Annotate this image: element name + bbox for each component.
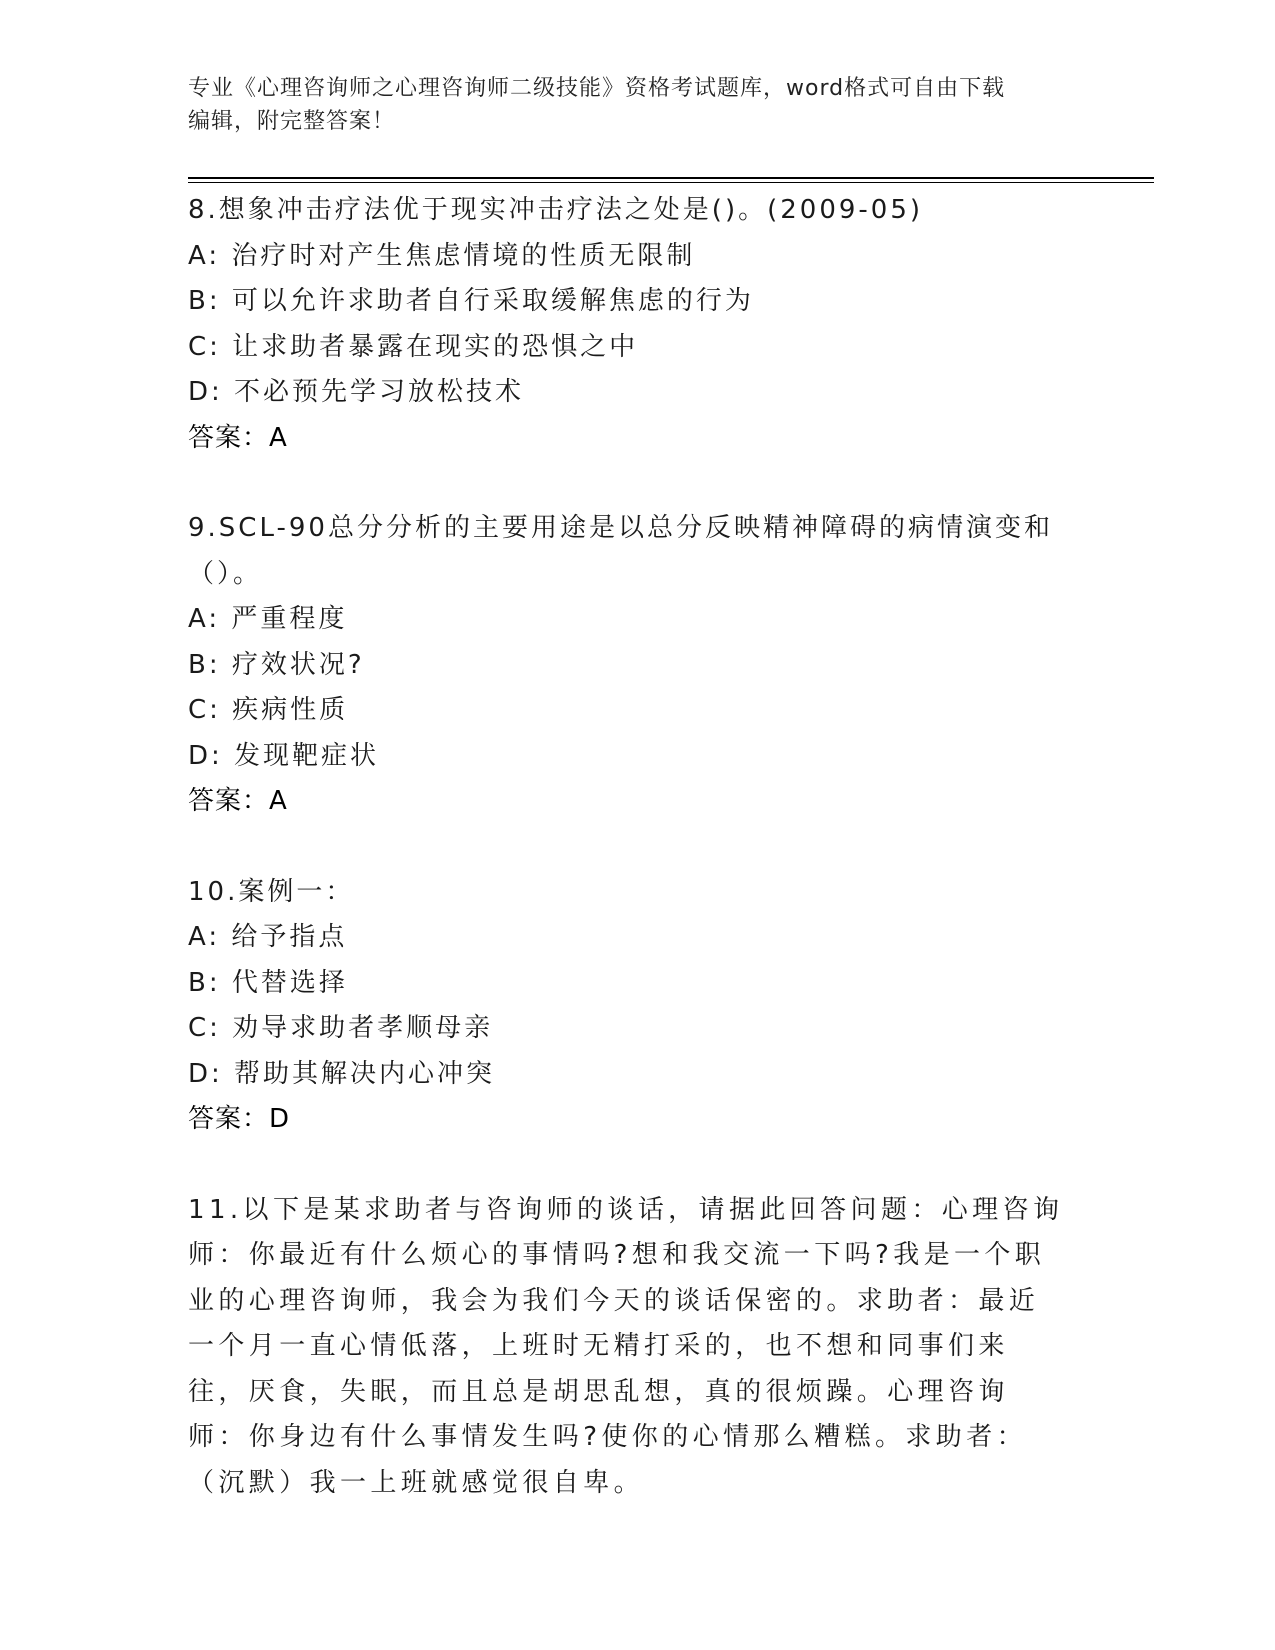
header-divider-thin	[188, 182, 1154, 183]
option-c: C: 劝导求助者孝顺母亲	[188, 1013, 494, 1043]
option-b: B: 疗效状况?	[188, 649, 365, 680]
answer-label: 答案：D	[188, 1104, 291, 1134]
question-stem: 9.SCL-90总分分析的主要用途是以总分反映精神障碍的病情演变和（）。	[188, 513, 1053, 589]
question-9	[188, 506, 1068, 825]
option-c: C: 让求助者暴露在现实的恐惧之中	[188, 331, 639, 362]
answer-label: 答案：A	[188, 786, 288, 816]
option-b: B: 代替选择	[188, 967, 348, 998]
option-a: A: 严重程度	[188, 604, 348, 634]
option-b: B: 可以允许求助者自行采取缓解焦虑的行为	[188, 286, 754, 316]
option-a: A: 治疗时对产生焦虑情境的性质无限制	[188, 240, 696, 271]
option-a: A: 给予指点	[188, 922, 348, 952]
header-line-2: 编辑，附完整答案！	[188, 109, 396, 134]
option-c: C: 疾病性质	[188, 695, 349, 725]
question-list	[188, 188, 1068, 1551]
header-divider-thick	[188, 177, 1154, 179]
option-d: D: 帮助其解决内心冲突	[188, 1058, 496, 1089]
question-10	[188, 870, 1068, 1143]
document-header	[188, 72, 1088, 138]
question-stem: 10.案例一：	[188, 876, 355, 907]
question-stem: 8.想象冲击疗法优于现实冲击疗法之处是()。(2009-05)	[188, 195, 924, 225]
answer-label: 答案：A	[188, 422, 288, 453]
question-stem: 11.以下是某求助者与咨询师的谈话，请据此回答问题：心理咨询师：你最近有什么烦心的事情吗?想和我交流一下吗?我是一个职业的心理咨询师，我会为我们今天的谈话保密的。求助者：最近一个月一直心情低落，上班时无精打采的，也不想和同事们来往，厌食，失眠，而且总是胡思乱想，真的很烦躁。心理咨询师：你身边有什么事情发生吗?使你的心情那么糟糕。求助者：（沉默）我一上班就感觉很自卑。	[188, 1194, 1064, 1498]
option-d: D: 不必预先学习放松技术	[188, 377, 525, 407]
header-line-1: 专业《心理咨询师之心理咨询师二级技能》资格考试题库，word格式可自由下载	[188, 76, 1006, 101]
option-d: D: 发现靶症状	[188, 740, 380, 771]
question-8	[188, 188, 1068, 461]
question-11	[188, 1188, 1068, 1507]
